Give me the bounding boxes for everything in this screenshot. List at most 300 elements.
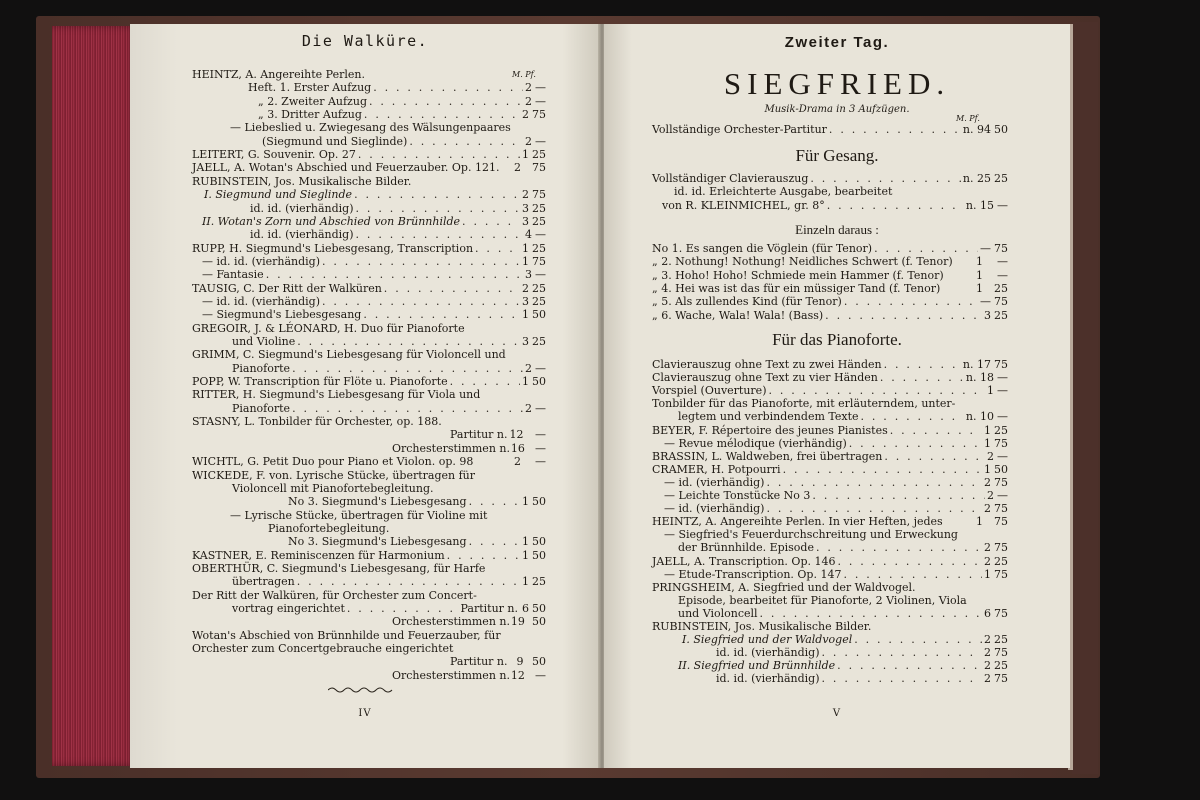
dot-leader <box>829 123 961 136</box>
price-pfennig: — <box>535 401 546 415</box>
dot-leader <box>854 633 982 646</box>
catalog-entry <box>682 633 1008 646</box>
entry-text: id. id. (vierhändig) <box>250 228 354 242</box>
price-pfennig: — <box>997 489 1008 502</box>
entry-text: Pianofortebegleitung. <box>268 521 390 535</box>
entry-text: Clavierauszug ohne Text zu vier Händen <box>652 371 878 385</box>
price-pfennig: 75 <box>994 606 1008 620</box>
price-marks: 1 <box>984 436 991 450</box>
entry-text: Partitur n. <box>450 655 508 669</box>
price-pfennig: 50 <box>532 615 546 629</box>
catalog-entry <box>664 476 1008 489</box>
price-pfennig: 75 <box>994 358 1008 371</box>
price-pfennig: 75 <box>994 567 1008 581</box>
entry-text: BEYER, F. Répertoire des jeunes Pianistes <box>652 423 888 437</box>
catalog-entry <box>652 242 1008 255</box>
price-pfennig: 75 <box>994 515 1008 529</box>
dot-leader <box>356 228 523 241</box>
price-pfennig: 25 <box>994 633 1008 647</box>
entry-text: BRASSIN, L. Waldweben, frei übertragen <box>652 449 883 463</box>
entry-text: von R. KLEINMICHEL, gr. 8° <box>662 198 825 212</box>
dot-leader <box>812 489 985 502</box>
price-pfennig: 25 <box>532 281 546 295</box>
entry-text: GREGOIR, J. & LÉONARD, H. Duo für Pianoforte <box>192 321 465 335</box>
price-marks: 2 <box>514 161 521 175</box>
price-marks: 1 <box>522 548 529 562</box>
dot-leader <box>837 555 982 568</box>
entry-text: — id. id. (vierhändig) <box>202 294 321 308</box>
price-pfennig: 25 <box>532 241 546 255</box>
price-pfennig: 50 <box>532 548 546 562</box>
catalog-entry <box>652 397 1008 410</box>
price-marks: 1 <box>522 575 529 589</box>
catalog-entry <box>192 415 546 428</box>
catalog-entry <box>392 442 546 455</box>
price-pfennig: 75 <box>532 188 546 202</box>
price-marks: 1 <box>522 241 529 255</box>
dot-leader <box>462 215 520 228</box>
catalog-entry <box>652 269 1008 282</box>
price-pfennig: 25 <box>994 423 1008 437</box>
price-pfennig: — <box>997 268 1008 282</box>
entry-text: — Siegfried's Feuerdurchschreitung und Erweckung <box>664 528 958 542</box>
inline-partitur-label: Partitur n. <box>460 602 518 615</box>
price-pfennig: 25 <box>994 308 1008 322</box>
dot-leader <box>322 255 520 268</box>
entry-text: HEINTZ, A. Angereihte Perlen. <box>192 68 365 81</box>
price-marks: 3 <box>525 268 532 282</box>
catalog-entry <box>202 308 546 321</box>
catalog-entry <box>230 509 546 522</box>
catalog-entry <box>192 375 546 388</box>
page-edges <box>52 26 138 766</box>
price-pfennig: 75 <box>994 502 1008 516</box>
price-pfennig: 50 <box>994 123 1008 136</box>
dot-leader <box>760 607 982 620</box>
catalog-entry <box>230 121 546 134</box>
price-marks: 4 <box>525 228 532 242</box>
entry-text: Violoncell mit Pianofortebegleitung. <box>232 481 434 495</box>
price-pfennig: — <box>535 428 546 442</box>
entry-text: und Violoncell <box>678 606 758 620</box>
price-pfennig: 75 <box>994 436 1008 450</box>
price-marks: 1 <box>984 567 991 581</box>
price-pfennig: 75 <box>994 646 1008 660</box>
catalog-entry <box>192 148 546 161</box>
opera-title: SIEGFRIED. <box>723 66 951 101</box>
dot-leader <box>363 308 520 321</box>
price-pfennig: — <box>535 228 546 242</box>
dot-leader <box>810 172 961 185</box>
catalog-entry <box>652 384 1008 397</box>
entry-text: LEITERT, G. Souvenir. Op. 27 <box>192 148 356 162</box>
entry-text: — Etude-Transcription. Op. 147 <box>664 567 842 581</box>
left-page-number: IV <box>358 708 372 719</box>
dot-leader <box>292 402 523 415</box>
price-marks: 1 <box>987 384 994 398</box>
price-pfennig: 50 <box>532 375 546 389</box>
price-pfennig: 25 <box>532 575 546 589</box>
right-page-number: V <box>832 708 842 719</box>
dot-leader <box>358 148 520 161</box>
entry-text: Vollständiger Clavierauszug <box>652 172 809 185</box>
price-marks: 2 <box>522 281 529 295</box>
price-marks: n. 18 <box>965 371 994 385</box>
entry-text: id. id. Erleichterte Ausgabe, bearbeitet <box>674 185 893 199</box>
price-pfennig: 50 <box>532 495 546 509</box>
entry-text: CRAMER, H. Potpourri <box>652 462 781 476</box>
entry-text: KASTNER, E. Reminiscenzen für Harmonium <box>192 548 445 562</box>
dot-leader <box>384 282 520 295</box>
column-header-m-right: M. Pf. <box>956 114 980 123</box>
entry-text: GRIMM, C. Siegmund's Liebesgesang für Violoncell und <box>192 348 506 362</box>
catalog-entry <box>678 541 1008 554</box>
price-marks: 1 <box>976 268 983 282</box>
dot-leader <box>816 541 982 554</box>
entry-text: id. id. (vierhändig) <box>716 646 820 660</box>
entry-text: Orchesterstimmen n. <box>392 615 510 629</box>
entry-text: Pianoforte <box>232 401 291 415</box>
catalog-entry <box>652 309 1008 322</box>
entry-text: No 3. Siegmund's Liebesgesang <box>288 495 467 509</box>
entry-text: PRINGSHEIM, A. Siegfried und der Waldvogel. <box>652 580 916 594</box>
entry-text: legtem und verbindendem Texte <box>678 410 859 424</box>
price-pfennig: — <box>997 384 1008 398</box>
price-pfennig: 75 <box>994 541 1008 555</box>
price-marks: 2 <box>525 134 532 148</box>
entry-text: Partitur n. <box>450 428 508 442</box>
dot-leader <box>844 295 978 308</box>
catalog-entry <box>192 161 546 174</box>
catalog-entry <box>716 646 1008 659</box>
catalog-entry <box>192 562 546 575</box>
price-marks: 1 <box>522 495 529 509</box>
catalog-entry <box>262 135 546 148</box>
catalog-entry <box>652 581 1008 594</box>
catalog-entry <box>652 282 1008 295</box>
price-marks: 2 <box>525 361 532 375</box>
catalog-entry <box>202 255 546 268</box>
price-marks: — <box>980 242 991 255</box>
catalog-entry <box>678 410 1008 423</box>
entry-text: Orchesterstimmen n. <box>392 668 510 682</box>
dot-leader <box>766 476 982 489</box>
price-marks: 3 <box>984 308 991 322</box>
dot-leader <box>469 495 520 508</box>
price-marks: 2 <box>984 475 991 489</box>
entry-text: I. Siegmund und Sieglinde <box>204 188 353 202</box>
catalog-entry <box>192 549 546 562</box>
dot-leader <box>890 424 982 437</box>
catalog-entry <box>678 607 1008 620</box>
entry-text: Clavierauszug ohne Text zu zwei Händen <box>652 358 882 371</box>
catalog-entry <box>652 295 1008 308</box>
catalog-entry <box>268 522 546 535</box>
entry-text: TAUSIG, C. Der Ritt der Walküren <box>192 281 382 295</box>
price-marks: 3 <box>522 214 529 228</box>
entry-text: RUBINSTEIN, Jos. Musikalische Bilder. <box>192 174 412 188</box>
dot-leader <box>822 672 982 685</box>
catalog-entry <box>392 669 546 682</box>
price-marks: n. 94 <box>962 123 991 136</box>
catalog-entry <box>250 228 546 241</box>
price-marks: 2 <box>984 633 991 647</box>
catalog-entry <box>258 108 546 121</box>
price-marks: 3 <box>522 335 529 348</box>
price-marks: 1 <box>522 254 529 268</box>
entry-text: Episode, bearbeitet für Pianoforte, 2 Violinen, Viola <box>678 593 967 607</box>
entry-text: — id. (vierhändig) <box>664 475 765 489</box>
price-marks: n. 10 <box>965 410 994 424</box>
catalog-entry <box>192 455 546 468</box>
entry-text: „ 6. Wache, Wala! Wala! (Bass) <box>652 308 824 322</box>
catalog-entry <box>192 469 546 482</box>
entry-text: WICHTL, G. Petit Duo pour Piano et Violon. op. 98 <box>192 455 474 469</box>
catalog-entry <box>288 495 546 508</box>
price-marks: 16 <box>510 441 525 455</box>
price-marks: 2 <box>984 502 991 516</box>
price-pfennig: — <box>535 134 546 148</box>
catalog-entry <box>204 188 546 201</box>
price-pfennig: — <box>997 371 1008 385</box>
entry-text: — id. id. (vierhändig) <box>202 254 321 268</box>
dot-leader <box>769 384 986 397</box>
price-marks: n. 17 <box>962 358 991 371</box>
dot-leader <box>354 188 520 201</box>
price-pfennig: — <box>535 268 546 282</box>
price-pfennig: 75 <box>532 108 546 122</box>
book-cover-right <box>1072 22 1098 774</box>
catalog-entry <box>192 322 546 335</box>
catalog-entry <box>674 185 1008 198</box>
price-marks: 2 <box>522 108 529 122</box>
dot-leader <box>837 659 982 672</box>
entry-text: und Violine <box>232 335 296 348</box>
dot-leader <box>884 450 985 463</box>
price-marks: 1 <box>976 515 983 529</box>
price-marks: 2 <box>522 188 529 202</box>
price-marks: 1 <box>522 308 529 322</box>
catalog-entry <box>652 463 1008 476</box>
price-marks: 19 <box>510 615 525 629</box>
price-marks: n. 15 <box>965 198 994 212</box>
entry-text: (Siegmund und Sieglinde) <box>262 134 408 148</box>
price-marks: 2 <box>984 541 991 555</box>
catalog-entry <box>192 68 546 81</box>
entry-text: STASNY, L. Tonbilder für Orchester, op. 188. <box>192 415 442 429</box>
dot-leader <box>849 437 982 450</box>
entry-text: No 1. Es sangen die Vöglein (für Tenor) <box>652 242 873 255</box>
entry-text: id. id. (vierhändig) <box>716 672 820 686</box>
price-pfennig: — <box>997 410 1008 424</box>
price-marks: 9 <box>516 655 524 669</box>
entry-text: „ 5. Als zullendes Kind (für Tenor) <box>652 295 842 309</box>
dot-leader <box>880 371 964 384</box>
entry-text: No 3. Siegmund's Liebesgesang <box>288 535 467 549</box>
price-marks: 6 <box>522 602 529 615</box>
catalog-entry <box>192 388 546 401</box>
entry-text: JAELL, A. Wotan's Abschied und Feuerzauber. Op. 121. <box>192 161 500 175</box>
section-einzeln: Einzeln daraus : <box>795 222 879 237</box>
catalog-entry <box>652 371 1008 384</box>
catalog-entry <box>258 95 546 108</box>
dot-leader <box>766 502 982 515</box>
catalog-entry <box>662 199 1008 212</box>
dot-leader <box>469 535 520 548</box>
price-marks: 1 <box>522 375 529 389</box>
entry-text: — Fantasie <box>202 268 264 282</box>
entry-text: Vorspiel (Ouverture) <box>652 384 767 398</box>
entry-text: Tonbilder für das Pianoforte, mit erläuterndem, unter- <box>652 397 956 411</box>
price-pfennig: 25 <box>532 214 546 228</box>
price-pfennig: 75 <box>994 475 1008 489</box>
entry-text: — Lyrische Stücke, übertragen für Violine mit <box>230 508 488 522</box>
entry-text: RUPP, H. Siegmund's Liebesgesang, Transcription <box>192 241 474 255</box>
dot-leader <box>364 108 520 121</box>
dot-leader <box>884 358 961 371</box>
price-pfennig: — <box>535 81 546 95</box>
section-gesang: Für Gesang. <box>795 146 879 165</box>
catalog-entry <box>192 629 546 642</box>
price-pfennig: 25 <box>532 201 546 215</box>
catalog-entry <box>192 242 546 255</box>
price-marks: 1 <box>976 255 983 269</box>
price-marks: 12 <box>509 428 524 442</box>
entry-text: — id. (vierhändig) <box>664 502 765 516</box>
squiggle-ornament <box>328 686 396 694</box>
catalog-entry <box>232 482 546 495</box>
entry-text: „ 2. Zweiter Aufzug <box>258 94 367 108</box>
catalog-entry <box>192 175 546 188</box>
entry-text: RITTER, H. Siegmund's Liebesgesang für Viola und <box>192 388 481 402</box>
catalog-entry <box>232 602 546 615</box>
catalog-entry <box>652 555 1008 568</box>
price-pfennig: 50 <box>532 602 546 615</box>
entry-text: I. Siegfried und der Waldvogel <box>682 633 853 647</box>
dot-leader <box>266 268 523 281</box>
catalog-entry <box>248 81 546 94</box>
catalog-entry <box>652 515 1008 528</box>
price-pfennig: 75 <box>994 242 1008 255</box>
price-pfennig: — <box>997 255 1008 269</box>
left-page <box>130 24 600 768</box>
price-pfennig: — <box>997 449 1008 463</box>
catalog-entry <box>232 402 546 415</box>
column-header-m: M. Pf. <box>512 70 536 79</box>
catalog-entry <box>652 358 1008 371</box>
price-pfennig: 25 <box>532 294 546 308</box>
dot-leader <box>373 81 523 94</box>
catalog-entry <box>664 489 1008 502</box>
entry-text: Orchesterstimmen n. <box>392 441 510 455</box>
dot-leader <box>843 568 982 581</box>
price-pfennig: 25 <box>994 172 1008 185</box>
price-marks: 12 <box>510 668 525 682</box>
entry-text: „ 3. Hoho! Hoho! Schmiede mein Hammer (f. Tenor) <box>652 268 944 282</box>
entry-text: WICKEDE, F. von. Lyrische Stücke, übertragen für <box>192 468 476 482</box>
entry-text: „ 3. Dritter Aufzug <box>258 108 362 122</box>
dot-leader <box>874 242 978 255</box>
dot-leader <box>356 202 520 215</box>
catalog-entry <box>652 450 1008 463</box>
catalog-entry <box>202 295 546 308</box>
entry-text: „ 4. Hei was ist das für ein müssiger Tand (f. Tenor) <box>652 281 941 295</box>
catalog-entry <box>716 672 1008 685</box>
entry-text: Wotan's Abschied von Brünnhilde und Feuerzauber, für <box>192 628 501 642</box>
entry-text: Pianoforte <box>232 361 291 375</box>
left-page-header: Die Walküre. <box>301 32 429 50</box>
catalog-entry <box>664 528 1008 541</box>
price-pfennig: 50 <box>532 535 546 549</box>
catalog-entry <box>652 123 1008 136</box>
price-marks: 2 <box>525 81 532 95</box>
price-marks: 3 <box>522 294 529 308</box>
price-pfennig: 25 <box>532 335 546 348</box>
catalog-entry <box>250 202 546 215</box>
entry-text: Heft. 1. Erster Aufzug <box>248 81 372 95</box>
price-marks: 1 <box>976 281 983 295</box>
entry-text: id. id. (vierhändig) <box>250 201 354 215</box>
entry-text: HEINTZ, A. Angereihte Perlen. In vier Heften, jedes <box>652 515 943 529</box>
entry-text: Vollständige Orchester-Partitur <box>652 123 827 136</box>
dot-leader <box>827 199 964 212</box>
price-pfennig: — <box>997 198 1008 212</box>
dot-leader <box>369 95 523 108</box>
right-page <box>604 24 1070 768</box>
price-pfennig: 25 <box>532 148 546 162</box>
price-pfennig: — <box>535 94 546 108</box>
catalog-entry <box>678 594 1008 607</box>
dot-leader <box>783 463 982 476</box>
price-pfennig: 50 <box>532 655 546 669</box>
entry-text: vortrag eingerichtet <box>232 602 345 615</box>
dot-leader <box>297 575 520 588</box>
price-marks: 1 <box>522 148 529 162</box>
entry-text: — Siegmund's Liebesgesang <box>202 308 362 322</box>
price-pfennig: 50 <box>994 462 1008 476</box>
price-pfennig: — <box>535 455 546 469</box>
price-marks: n. 25 <box>962 172 991 185</box>
catalog-entry <box>664 437 1008 450</box>
catalog-entry <box>652 424 1008 437</box>
price-marks: 2 <box>987 489 994 502</box>
entry-text: II. Wotan's Zorn und Abschied von Brünnhilde <box>202 214 461 228</box>
catalog-entry <box>392 615 546 628</box>
catalog-entry <box>232 335 546 348</box>
dot-leader <box>409 135 523 148</box>
catalog-entry <box>678 659 1008 672</box>
price-marks: 2 <box>514 455 521 469</box>
catalog-entry <box>192 642 546 655</box>
price-marks: 6 <box>984 606 991 620</box>
price-pfennig: 25 <box>994 554 1008 568</box>
entry-text: POPP, W. Transcription für Flöte u. Pianoforte <box>192 375 448 389</box>
entry-text: II. Siegfried und Brünnhilde <box>678 659 836 673</box>
price-marks: 2 <box>525 94 532 108</box>
catalog-entry <box>664 568 1008 581</box>
price-marks: 2 <box>984 659 991 673</box>
price-marks: 3 <box>522 201 529 215</box>
dot-leader <box>297 335 520 348</box>
price-pfennig: — <box>535 441 546 455</box>
entry-text: Der Ritt der Walküren, für Orchester zum Concert- <box>192 588 477 602</box>
catalog-entry <box>652 620 1008 633</box>
dot-leader <box>347 602 459 615</box>
price-pfennig: 75 <box>532 254 546 268</box>
price-pfennig: — <box>535 361 546 375</box>
catalog-entry <box>192 348 546 361</box>
entry-text: „ 2. Nothung! Nothung! Neidliches Schwert (f. Tenor) <box>652 255 953 269</box>
